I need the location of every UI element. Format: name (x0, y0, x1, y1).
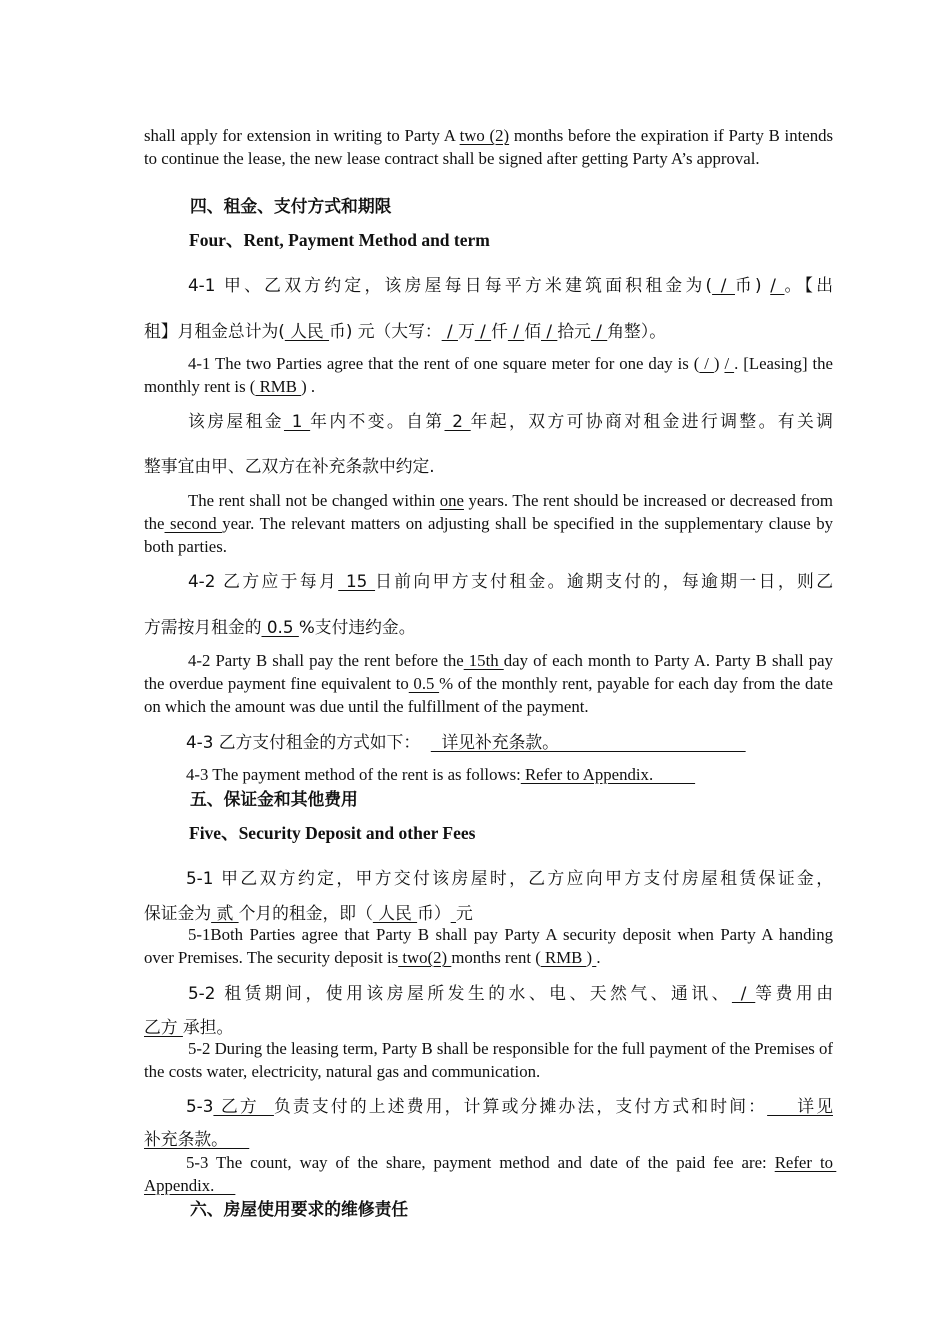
filled-blank: 人民 (372, 902, 418, 923)
clause-5-3-en: 5-3 The count, way of the share, payment method and date of the paid fee are: Refer to Appendix. (144, 1153, 837, 1195)
clause-5-1-zh-line2: 保证金为 贰 个月的租金，即（ 人民 币） 元 (144, 902, 473, 923)
clause-5-3-zh-line1: 5-3 乙方 负责支付的上述费用，计算或分摊办法，支付方式和时间： 详见 (186, 1096, 833, 1116)
filled-blank: RMB (255, 376, 302, 396)
text-run: months before the expiration if Party B intends to continue the lease, the new lease contract shall be signed after getting Party A’s approval. (144, 126, 834, 168)
filled-blank: / (712, 275, 735, 295)
clause-4-1-zh-line2: 租】月租金总计为( 人民 币) 元（大写： / 万 / 仟 / 佰 / 拾元 / 角整）。 (144, 320, 666, 341)
filled-blank: / (441, 320, 458, 341)
filled-blank: RMB (540, 947, 587, 967)
rent-adjust-en: The rent shall not be changed within one years. The rent should be increased or decreased from the second year. The relevant matters on adjusting shall be specified in the supplementary clause by both parties. (144, 491, 833, 556)
filled-blank: two(2) (398, 947, 452, 967)
clause-5-2-zh-line2: 乙方 承担。 (144, 1016, 234, 1037)
text-run: shall apply for extension in writing to Party A (144, 126, 460, 145)
filled-blank: Refer to Appendix. (520, 765, 696, 784)
clause-5-3-zh-line2 (144, 1128, 833, 1151)
filled-blank: 0.5 (408, 673, 440, 693)
clause-4-1-zh (144, 274, 833, 343)
filled-blank: Refer to Appendix. (144, 1153, 837, 1195)
clause-5-1-zh-line1: 5-1 甲乙双方约定，甲方交付该房屋时，乙方应向甲方支付房屋租赁保证金， (186, 868, 833, 888)
section-four-heading-zh: 四、租金、支付方式和期限 (190, 196, 392, 216)
clause-5-1-en: 5-1Both Parties agree that Party B shall pay Party A security deposit when Party A handing over Premises. The security deposit is two(2) months rent ( RMB ) . (144, 925, 833, 967)
filled-blank: / (590, 320, 608, 341)
section-four-heading-en: Four、Rent, Payment Method and term (189, 230, 490, 250)
filled-blank: / (474, 320, 492, 341)
filled-blank: 15th (463, 651, 504, 670)
rent-adjust-zh-line1: 该房屋租金 1 年内不变。自第 2 年起，双方可协商对租金进行调整。有关调 (188, 411, 833, 431)
section-five-heading-en: Five、Security Deposit and other Fees (189, 823, 476, 843)
filled-blank: / (724, 354, 735, 373)
clause-5-3-zh (144, 1095, 833, 1151)
filled-blank: one (439, 491, 464, 510)
clause-5-2-en: 5-2 During the leasing term, Party B shall be responsible for the full payment of the Premises of the costs water, electricity, natural gas and communication. (144, 1039, 834, 1081)
clause-5-2-zh (144, 982, 833, 1039)
filled-blank: 15 (338, 571, 376, 591)
filled-blank: 贰 (211, 902, 239, 923)
filled-blank: second (164, 513, 223, 533)
clause-4-3-zh: 4-3 乙方支付租金的方式如下： 详见补充条款。 (186, 732, 746, 752)
rent-adjust-zh-line2: 整事宜由甲、乙双方在补充条款中约定. (144, 455, 435, 476)
section-six-heading-zh: 六、房屋使用要求的维修责任 (190, 1199, 409, 1219)
filled-blank: 乙方 (144, 1016, 183, 1037)
filled-blank: / (770, 275, 785, 295)
filled-blank: 详见补充条款。 (430, 732, 746, 752)
filled-blank: / (507, 320, 525, 341)
section-five-heading-zh: 五、保证金和其他费用 (190, 789, 358, 809)
filled-blank: two (2) (459, 126, 510, 145)
filled-blank: / (731, 983, 756, 1003)
clause-4-1-zh-line1: 4-1 甲、乙双方约定，该房屋每日每平方米建筑面积租金为( / 币) / 。【出 (188, 275, 833, 295)
extension-paragraph (144, 125, 833, 171)
clause-5-1-zh (144, 867, 833, 925)
filled-blank: 0.5 (261, 616, 299, 637)
clause-5-2-zh-line1: 5-2 租赁期间，使用该房屋所发生的水、电、天然气、通讯、 / 等费用由 (188, 983, 833, 1003)
filled-blank: / (541, 320, 558, 341)
clause-4-2-zh-line1: 4-2 乙方应于每月 15 日前向甲方支付租金。逾期支付的，每逾期一日，则乙 (188, 571, 833, 591)
filled-blank: 2 (444, 411, 471, 431)
filled-blank: 详见 (767, 1096, 833, 1116)
filled-blank: 人民 (284, 320, 330, 341)
filled-blank: 补充条款。 (144, 1128, 250, 1149)
clause-4-3-en: 4-3 The payment method of the rent is as follows: Refer to Appendix. (186, 765, 696, 784)
filled-blank: 乙方 (213, 1096, 274, 1116)
filled-blank: / (699, 354, 714, 373)
filled-blank: 1 (283, 411, 311, 431)
clause-4-2-zh-line2: 方需按月租金的 0.5 %支付违约金。 (144, 616, 416, 637)
clause-4-2-en: 4-2 Party B shall pay the rent before the 15th day of each month to Party A. Party B shall pay the overdue payment fine equivalent to 0.5 % of the monthly rent, payable for each day from the date on which the amount was due until the fulfillment of the payment. (144, 651, 833, 716)
clause-4-2-zh (144, 570, 833, 639)
rent-adjust-zh (144, 410, 833, 478)
clause-4-1-en: 4-1 The two Parties agree that the rent of one square meter for one day is ( / ) / . [Leasing] the monthly rent is ( RMB ) . (144, 354, 833, 396)
